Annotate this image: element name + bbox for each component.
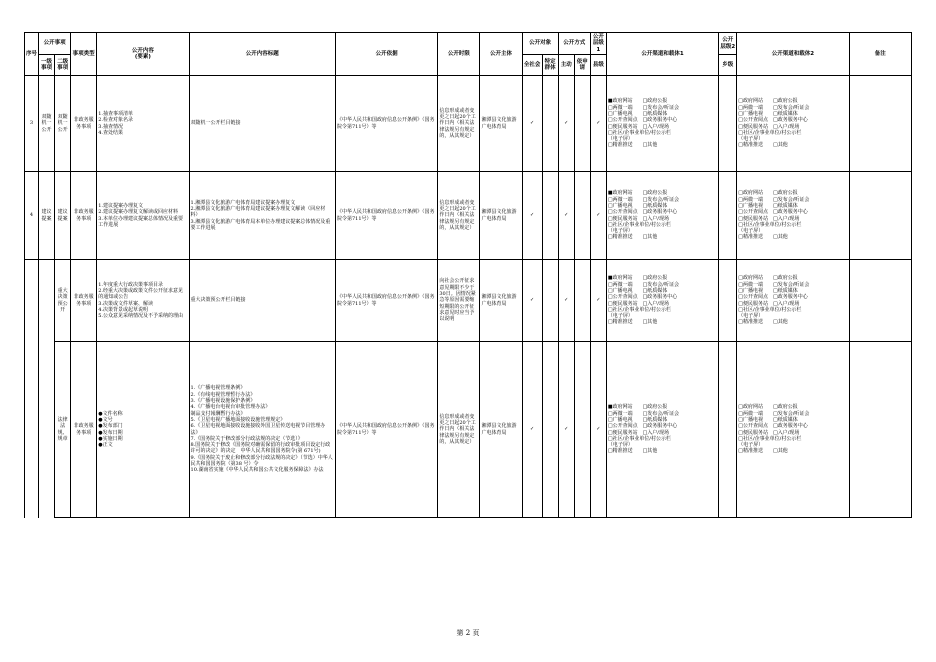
cell-level2-item: 双随机一公开	[55, 76, 71, 172]
cell-seq	[25, 260, 39, 518]
cell-empty	[719, 172, 737, 260]
cell-remark	[849, 76, 911, 172]
header-method-apply: 依申请	[574, 55, 590, 76]
header-level2: 公开层级2	[719, 33, 737, 55]
header-method-active: 主动	[558, 55, 574, 76]
cell-level2-item: 重大决策预公开	[55, 260, 71, 342]
cell-time-limit: 信息形成或者变更之日起20个工作日内（相关法律法规另有规定的，从其规定）	[438, 172, 480, 260]
cell-level2-item: 法律法规、规章	[55, 342, 71, 518]
cell-remark	[849, 342, 911, 518]
header-basis: 公开依据	[336, 33, 438, 76]
header-target-special: 特定群体	[542, 55, 558, 76]
table-row	[25, 76, 912, 172]
cell-level1-item: 双随机一公开	[39, 76, 55, 172]
cell-empty	[574, 260, 590, 342]
cell-content: 1.抽查事项清单 2.检查对象名录 3.抽查情况 4.查处结果	[97, 76, 189, 172]
cell-subject: 湘潭县文化旅游广电体育局	[480, 260, 522, 342]
cell-basis: 《中华人民共和国政府信息公开条例》（国务院令第711号）等	[336, 342, 438, 518]
cell-level1-item: 建议提案	[39, 172, 55, 260]
check-mark: ✓	[558, 342, 574, 518]
cell-channels1: ■政府网站 □政府公报 □两微一端 □发布会/听证会 □广播电视 □纸质媒体 □公开查阅点 □政务服务中心 □便民服务站 □入户/现场 □社区/企事业单位/村公示栏 （电子屏） □精准推送 □其他	[606, 76, 718, 172]
cell-subject: 湘潭县文化旅游广电体育局	[480, 172, 522, 260]
disclosure-table	[24, 32, 912, 518]
cell-empty	[574, 76, 590, 172]
cell-empty	[719, 342, 737, 518]
cell-seq: 4	[25, 172, 39, 260]
header-level1: 公开层级1	[590, 33, 606, 55]
header-level-town: 乡级	[719, 55, 737, 76]
cell-empty	[542, 342, 558, 518]
cell-item-type: 非政务服务事项	[71, 260, 97, 342]
header-item: 公开事项	[39, 33, 71, 55]
cell-empty	[719, 260, 737, 342]
cell-basis: 《中华人民共和国政府信息公开条例》（国务院令第711号）等	[336, 76, 438, 172]
cell-channels1: ■政府网站 □政府公报 □两微一端 □发布会/听证会 □广播电视 □纸质媒体 □公开查阅点 □政务服务中心 □便民服务站 □入户/现场 □社区/企事业单位/村公示栏 （电子屏） □精准推送 □其他	[606, 342, 718, 518]
header-seq: 序号	[25, 33, 39, 76]
header-remark: 备注	[849, 33, 911, 76]
cell-channels2: □政府网站 □政府公报 □两微一端 □发布会/听证会 □广播电视 □纸质媒体 □公开查阅点 □政务服务中心 □便民服务站 □入户/现场 □社区/企事业单位/村公示栏 （电子屏） □精准推送 □其他	[737, 76, 849, 172]
cell-empty	[719, 76, 737, 172]
cell-time-limit: 向社会公开征求意见期限不少于30日。因情况紧急等原因需要缩短期限的公开征求意见时应当予以说明	[438, 260, 480, 342]
check-mark: ✓	[590, 342, 606, 518]
check-mark: ✓	[522, 76, 542, 172]
header-level-county: 县级	[590, 55, 606, 76]
cell-time-limit: 信息形成或者变更之日起20个工作日内（相关法律法规另有规定的，从其规定）	[438, 342, 480, 518]
header-target-all: 全社会	[522, 55, 542, 76]
header-content: 公开内容 (要素)	[97, 33, 189, 76]
cell-item-type: 非政务服务事项	[71, 172, 97, 260]
table-row	[25, 172, 912, 260]
cell-empty	[542, 260, 558, 342]
page-number: 第 2 页	[456, 629, 480, 637]
cell-content: ●文件名称 ●文号 ●发布部门 ●发布日期 ●实施日期 ●正文	[97, 342, 189, 518]
header-item-l2: 二级事项	[55, 55, 71, 76]
cell-level2-item: 建议提案	[55, 172, 71, 260]
cell-time-limit: 信息形成或者变更之日起20个工作日内（相关法律法规另有规定的，从其规定）	[438, 76, 480, 172]
cell-item-type: 非政务服务事项	[71, 342, 97, 518]
cell-subject: 湘潭县文化旅游广电体育局	[480, 342, 522, 518]
cell-content-title: 重大决策预公开栏目链接	[189, 260, 335, 342]
cell-empty	[574, 342, 590, 518]
header-type: 事项类型	[71, 33, 97, 76]
table-row	[25, 342, 912, 518]
cell-basis: 《中华人民共和国政府信息公开条例》（国务院令第711号）等	[336, 172, 438, 260]
cell-content-title: 1.《广播电视管理条例》 2.《有线电视管理暂行办法》 3.《广播电视设施保护条例》 4.《广播电台电视台审批管理办法》 制品支付報酬暫行办法》 5.《卫星电视广播地面接收设施管理规定》 6.《卫星电视地面接收设施接收外国卫星传送电视节目管理办法》 7.《国务院关于修改部分行政法规的决定（节选）》 8.国务院关于修改《国务院对确需保留的行政审批项目设定行政许可的决定》的决定 中华人民共和国国务院令(第 671号) 9.《国务院关于废止和修改部分行政法规的决定》（节选）中华人民共和国国务院（第38 号）令 10.湖南省实施《中华人民共和国公共文化服务保障法》办法	[189, 342, 335, 518]
cell-remark	[849, 172, 911, 260]
check-mark: ✓	[590, 76, 606, 172]
cell-level1-item	[39, 260, 55, 518]
check-mark: ✓	[590, 260, 606, 342]
cell-item-type: 非政务服务事项	[71, 76, 97, 172]
cell-empty	[542, 172, 558, 260]
header-channel1: 公开渠道和载体1	[606, 33, 718, 76]
cell-channels2: □政府网站 □政府公报 □两微一端 □发布会/听证会 □广播电视 □纸质媒体 □公开查阅点 □政务服务中心 □便民服务站 □入户/现场 □社区/企事业单位/村公示栏 （电子屏） □精准推送 □其他	[737, 342, 849, 518]
cell-empty	[574, 172, 590, 260]
cell-content: 1.年度重大行政决策事项目录 2.经重大决策或政策文件公开征求意见的通知或公告 3.决策或文件草案、解读 4.决策背景或起草说明 5.公众意见采纳情况及不予采纳的理由	[97, 260, 189, 342]
cell-remark	[849, 260, 911, 342]
check-mark: ✓	[590, 172, 606, 260]
cell-subject: 湘潭县文化旅游广电体育局	[480, 76, 522, 172]
header-method: 公开方式	[558, 33, 590, 55]
cell-content-title: 双随机一公开栏目链接	[189, 76, 335, 172]
cell-empty	[542, 76, 558, 172]
header-target: 公开对象	[522, 33, 558, 55]
cell-content: 1.建议提案办理复文 2.建议提案办理复文解读或回应材料 3.本单位办理建议提案总体情况及重要工作进展	[97, 172, 189, 260]
cell-content-title: 1.湘潭县文化旅游广电体育局建议提案办理复文 2.湘潭县文化旅游广电体育局建议提案办理复文解读（回应材料） 3.湘潭县文化旅游广电体育局本单位办理建议提案总体情况及重要工作进展	[189, 172, 335, 260]
check-mark: ✓	[522, 342, 542, 518]
check-mark: ✓	[558, 172, 574, 260]
header-time: 公开时限	[438, 33, 480, 76]
cell-channels2: □政府网站 □政府公报 □两微一端 □发布会/听证会 □广播电视 □纸质媒体 □公开查阅点 □政务服务中心 □便民服务站 □入户/现场 □社区/企事业单位/村公示栏 （电子屏） □精准推送 □其他	[737, 172, 849, 260]
check-mark: ✓	[522, 172, 542, 260]
header-content-title: 公开内容标题	[189, 33, 335, 76]
check-mark: ✓	[522, 260, 542, 342]
check-mark: ✓	[558, 76, 574, 172]
cell-channels2: □政府网站 □政府公报 □两微一端 □发布会/听证会 □广播电视 □纸质媒体 □公开查阅点 □政务服务中心 □便民服务站 □入户/现场 □社区/企事业单位/村公示栏 （电子屏） □精准推送 □其他	[737, 260, 849, 342]
cell-basis: 《中华人民共和国政府信息公开条例》（国务院令第711号）等	[336, 260, 438, 342]
header-channel2: 公开渠道和载体2	[737, 33, 849, 76]
cell-channels1: ■政府网站 □政府公报 □两微一端 □发布会/听证会 □广播电视 □纸质媒体 □公开查阅点 □政务服务中心 □便民服务站 □入户/现场 □社区/企事业单位/村公示栏 （电子屏） □精准推送 □其他	[606, 172, 718, 260]
header-item-l1: 一级事项	[39, 55, 55, 76]
header-subject: 公开主体	[480, 33, 522, 76]
cell-channels1: ■政府网站 □政府公报 □两微一端 □发布会/听证会 □广播电视 □纸质媒体 □公开查阅点 □政务服务中心 □便民服务站 □入户/现场 □社区/企事业单位/村公示栏 （电子屏） □精准推送 □其他	[606, 260, 718, 342]
check-mark: ✓	[558, 260, 574, 342]
cell-seq: 3	[25, 76, 39, 172]
table-row	[25, 260, 912, 342]
